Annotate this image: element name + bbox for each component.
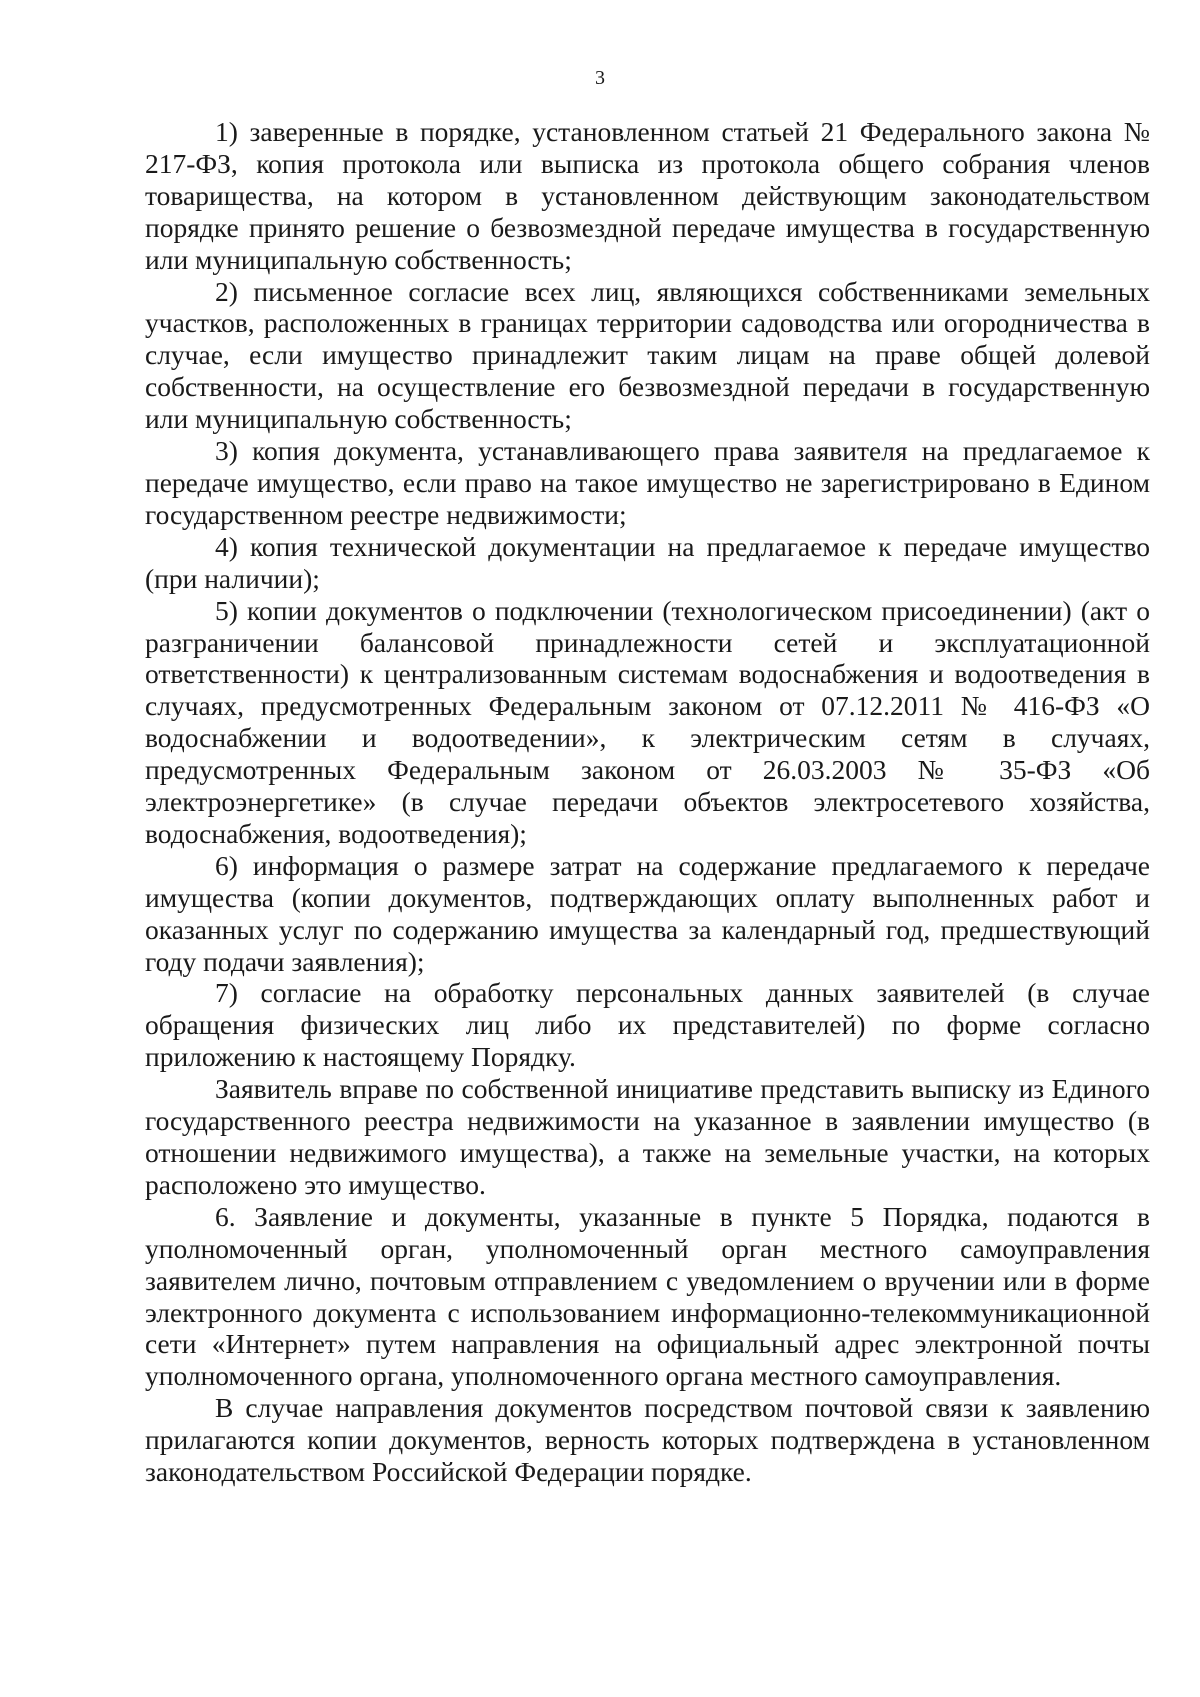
list-item-6: 6) информация о размере затрат на содержание предлагаемого к передаче имущества (копии документов, подтверждающих оплату выполненных работ и оказанных услуг по содержанию имущества за календарный год, предшествующий году подачи заявления); [145, 849, 1150, 977]
list-item-4: 4) копия технической документации на предлагаемое к передаче имущество (при наличии); [145, 530, 1150, 594]
list-item-3: 3) копия документа, устанавливающего права заявителя на предлагаемое к передаче имущество, если право на такое имущество не зарегистрировано в Едином государственном реестре недвижимости; [145, 435, 1150, 530]
list-item-5: 5) копии документов о подключении (технологическом присоединении) (акт о разграничении балансовой принадлежности сетей и эксплуатационной ответственности) к централизованным системам водоснабжения и водоотведения в случаях, предусмотренных Федеральным законом от 07.12.2011 № 416-ФЗ «О водоснабжении и водоотведении», к электрическим сетям в случаях, предусмотренных Федеральным законом от 26.03.2003 № 35-ФЗ «Об электроэнергетике» (в случае передачи объектов электросетевого хозяйства, водоснабжения, водоотведения); [145, 594, 1150, 849]
list-item-1: 1) заверенные в порядке, установленном статьей 21 Федерального закона № 217-ФЗ, копия протокола или выписка из протокола общего собрания членов товарищества, на котором в установленном действующим законодательством порядке принято решение о безвозмездной передаче имущества в государственную или муниципальную собственность; [145, 116, 1150, 275]
document-body [145, 116, 1150, 1488]
applicant-right-paragraph: Заявитель вправе по собственной инициативе представить выписку из Единого государственного реестра недвижимости на указанное в заявлении имущество (в отношении недвижимого имущества), а также на земельные участки, на которых расположено это имущество. [145, 1073, 1150, 1200]
clause-6-paragraph: 6. Заявление и документы, указанные в пункте 5 Порядка, подаются в уполномоченный орган, уполномоченный орган местного самоуправления заявителем лично, почтовым отправлением с уведомлением о вручении или в форме электронного документа с использованием информационно-телекоммуникационной сети «Интернет» путем направления на официальный адрес электронной почты уполномоченного органа, уполномоченного органа местного самоуправления. [145, 1200, 1150, 1392]
postal-delivery-paragraph: В случае направления документов посредством почтовой связи к заявлению прилагаются копии документов, верность которых подтверждена в установленном законодательством Российской Федерации порядке. [145, 1392, 1150, 1488]
list-item-2: 2) письменное согласие всех лиц, являющихся собственниками земельных участков, расположенных в границах территории садоводства или огородничества в случае, если имущество принадлежит таким лицам на праве общей долевой собственности, на осуществление его безвозмездной передачи в государственную или муниципальную собственность; [145, 275, 1150, 435]
list-item-7: 7) согласие на обработку персональных данных заявителей (в случае обращения физических лиц либо их представителей) по форме согласно приложению к настоящему Порядку. [145, 977, 1150, 1073]
page-number: 3 [595, 67, 605, 89]
